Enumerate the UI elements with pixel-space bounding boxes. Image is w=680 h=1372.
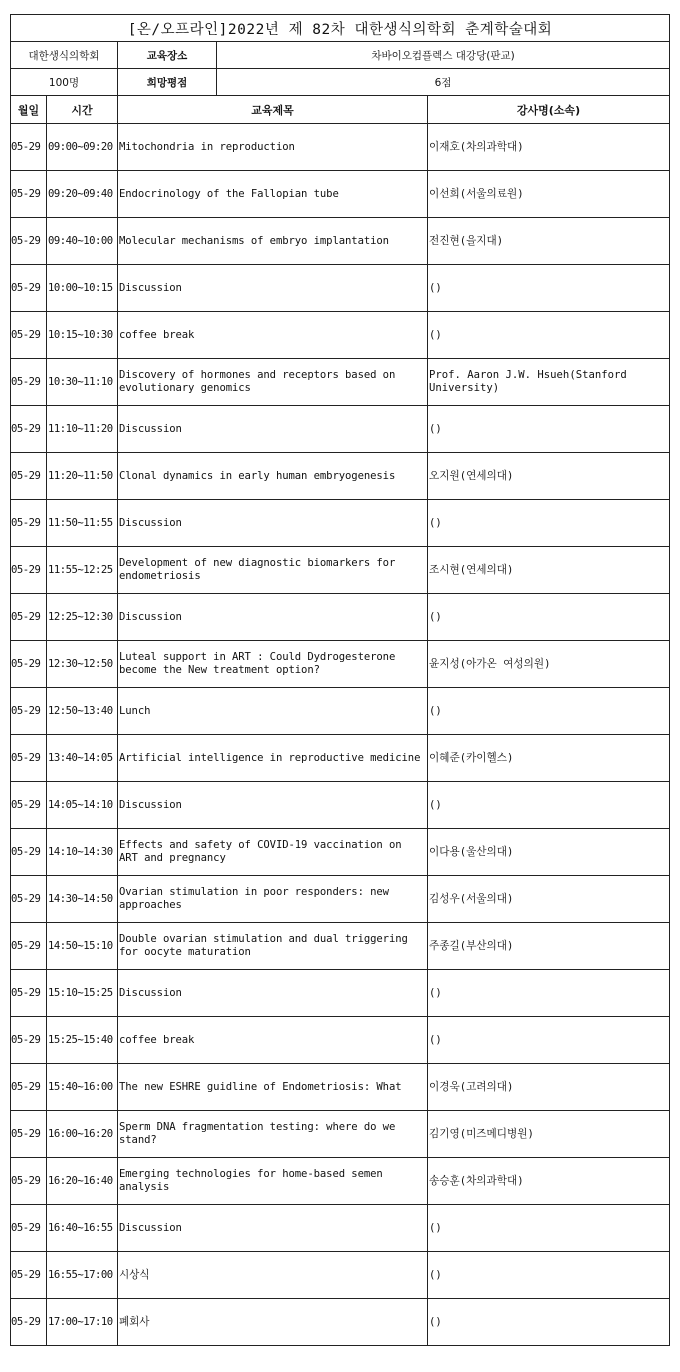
row-time: 09:40~10:00: [47, 218, 118, 265]
header-speaker: 강사명(소속): [428, 96, 670, 124]
header-topic: 교육제목: [118, 96, 428, 124]
row-speaker: (): [428, 782, 670, 829]
venue-value: 차바이오컴플렉스 대강당(판교): [217, 42, 670, 69]
row-time: 14:10~14:30: [47, 829, 118, 876]
table-row: [11, 1017, 670, 1064]
row-date: 05-29: [11, 923, 47, 970]
row-topic: Luteal support in ART : Could Dydrogesterone become the New treatment option?: [118, 641, 428, 688]
row-time: 14:30~14:50: [47, 876, 118, 923]
row-topic: Molecular mechanisms of embryo implantation: [118, 218, 428, 265]
row-topic: Development of new diagnostic biomarkers for endometriosis: [118, 547, 428, 594]
row-date: 05-29: [11, 171, 47, 218]
row-topic: 시상식: [118, 1252, 428, 1299]
row-date: 05-29: [11, 312, 47, 359]
row-date: 05-29: [11, 735, 47, 782]
row-speaker: 김성우(서울의대): [428, 876, 670, 923]
points-label: 희망평점: [118, 69, 217, 96]
row-date: 05-29: [11, 406, 47, 453]
table-row: [11, 500, 670, 547]
row-time: 16:20~16:40: [47, 1158, 118, 1205]
row-speaker: (): [428, 1205, 670, 1252]
row-speaker: 조시현(연세의대): [428, 547, 670, 594]
table-row: [11, 641, 670, 688]
row-topic: Emerging technologies for home-based semen analysis: [118, 1158, 428, 1205]
row-date: 05-29: [11, 1064, 47, 1111]
table-row: [11, 1299, 670, 1346]
row-speaker: 이다용(울산의대): [428, 829, 670, 876]
row-date: 05-29: [11, 782, 47, 829]
row-date: 05-29: [11, 547, 47, 594]
row-topic: Artificial intelligence in reproductive medicine: [118, 735, 428, 782]
row-time: 11:20~11:50: [47, 453, 118, 500]
row-time: 12:30~12:50: [47, 641, 118, 688]
table-row: [11, 1064, 670, 1111]
row-speaker: (): [428, 500, 670, 547]
row-speaker: (): [428, 1299, 670, 1346]
table-row: [11, 453, 670, 500]
table-row: [11, 782, 670, 829]
row-topic: Effects and safety of COVID-19 vaccination on ART and pregnancy: [118, 829, 428, 876]
row-date: 05-29: [11, 876, 47, 923]
schedule-table: [10, 14, 670, 1346]
row-topic: Discussion: [118, 1205, 428, 1252]
row-topic: coffee break: [118, 1017, 428, 1064]
row-date: 05-29: [11, 124, 47, 171]
table-row: [11, 312, 670, 359]
row-time: 16:55~17:00: [47, 1252, 118, 1299]
header-date: 월일: [11, 96, 47, 124]
row-speaker: 오지원(연세의대): [428, 453, 670, 500]
table-row: [11, 124, 670, 171]
row-speaker: 주종길(부산의대): [428, 923, 670, 970]
row-time: 10:30~11:10: [47, 359, 118, 406]
row-date: 05-29: [11, 688, 47, 735]
row-date: 05-29: [11, 265, 47, 312]
venue-label: 교육장소: [118, 42, 217, 69]
row-time: 10:15~10:30: [47, 312, 118, 359]
row-topic: Discovery of hormones and receptors based on evolutionary genomics: [118, 359, 428, 406]
row-speaker: (): [428, 1017, 670, 1064]
row-topic: Discussion: [118, 500, 428, 547]
table-row: [11, 547, 670, 594]
table-row: [11, 171, 670, 218]
table-row: [11, 970, 670, 1017]
organizer-value: 대한생식의학회: [11, 42, 118, 69]
row-date: 05-29: [11, 970, 47, 1017]
row-speaker: (): [428, 265, 670, 312]
row-time: 10:00~10:15: [47, 265, 118, 312]
row-topic: Mitochondria in reproduction: [118, 124, 428, 171]
row-date: 05-29: [11, 1252, 47, 1299]
row-speaker: 윤지성(아가온 여성의원): [428, 641, 670, 688]
table-row: [11, 735, 670, 782]
row-topic: 폐회사: [118, 1299, 428, 1346]
row-date: 05-29: [11, 1158, 47, 1205]
info-row-points: [11, 69, 670, 96]
row-time: 09:20~09:40: [47, 171, 118, 218]
row-topic: Discussion: [118, 406, 428, 453]
row-date: 05-29: [11, 218, 47, 265]
row-date: 05-29: [11, 1205, 47, 1252]
row-time: 14:05~14:10: [47, 782, 118, 829]
row-time: 17:00~17:10: [47, 1299, 118, 1346]
row-date: 05-29: [11, 641, 47, 688]
row-topic: Ovarian stimulation in poor responders: new approaches: [118, 876, 428, 923]
row-time: 15:40~16:00: [47, 1064, 118, 1111]
table-row: [11, 1252, 670, 1299]
row-speaker: Prof. Aaron J.W. Hsueh(Stanford University): [428, 359, 670, 406]
row-topic: The new ESHRE guidline of Endometriosis: What: [118, 1064, 428, 1111]
row-speaker: 김기영(미즈메디병원): [428, 1111, 670, 1158]
capacity-value: 100명: [11, 69, 118, 96]
row-time: 11:50~11:55: [47, 500, 118, 547]
table-row: [11, 1205, 670, 1252]
table-row: [11, 359, 670, 406]
row-time: 12:25~12:30: [47, 594, 118, 641]
points-value: 6점: [217, 69, 670, 96]
table-row: [11, 218, 670, 265]
row-speaker: (): [428, 688, 670, 735]
header-time: 시간: [47, 96, 118, 124]
row-time: 09:00~09:20: [47, 124, 118, 171]
row-speaker: 전진현(을지대): [428, 218, 670, 265]
row-date: 05-29: [11, 359, 47, 406]
row-topic: Discussion: [118, 265, 428, 312]
row-date: 05-29: [11, 1111, 47, 1158]
row-topic: Discussion: [118, 594, 428, 641]
info-row-venue: [11, 42, 670, 69]
row-date: 05-29: [11, 829, 47, 876]
row-time: 16:40~16:55: [47, 1205, 118, 1252]
row-time: 11:10~11:20: [47, 406, 118, 453]
column-header-row: [11, 96, 670, 124]
table-row: [11, 876, 670, 923]
row-time: 13:40~14:05: [47, 735, 118, 782]
row-time: 15:10~15:25: [47, 970, 118, 1017]
row-time: 14:50~15:10: [47, 923, 118, 970]
row-topic: Lunch: [118, 688, 428, 735]
row-speaker: 이선희(서울의료원): [428, 171, 670, 218]
row-date: 05-29: [11, 594, 47, 641]
row-speaker: (): [428, 406, 670, 453]
table-row: [11, 829, 670, 876]
table-row: [11, 594, 670, 641]
row-time: 15:25~15:40: [47, 1017, 118, 1064]
table-row: [11, 265, 670, 312]
row-speaker: 이경욱(고려의대): [428, 1064, 670, 1111]
row-topic: coffee break: [118, 312, 428, 359]
table-row: [11, 1158, 670, 1205]
row-topic: Sperm DNA fragmentation testing: where do we stand?: [118, 1111, 428, 1158]
row-speaker: 이혜준(카이헬스): [428, 735, 670, 782]
row-topic: Double ovarian stimulation and dual triggering for oocyte maturation: [118, 923, 428, 970]
row-date: 05-29: [11, 1017, 47, 1064]
schedule-document: [10, 14, 669, 1346]
row-speaker: (): [428, 1252, 670, 1299]
row-topic: Discussion: [118, 970, 428, 1017]
row-topic: Clonal dynamics in early human embryogenesis: [118, 453, 428, 500]
row-date: 05-29: [11, 453, 47, 500]
table-row: [11, 923, 670, 970]
table-row: [11, 1111, 670, 1158]
row-time: 12:50~13:40: [47, 688, 118, 735]
title-row: [11, 15, 670, 42]
row-topic: Endocrinology of the Fallopian tube: [118, 171, 428, 218]
row-speaker: (): [428, 594, 670, 641]
table-row: [11, 688, 670, 735]
table-row: [11, 406, 670, 453]
row-speaker: (): [428, 970, 670, 1017]
row-speaker: 송승훈(차의과학대): [428, 1158, 670, 1205]
row-speaker: (): [428, 312, 670, 359]
row-time: 11:55~12:25: [47, 547, 118, 594]
row-time: 16:00~16:20: [47, 1111, 118, 1158]
row-date: 05-29: [11, 500, 47, 547]
row-topic: Discussion: [118, 782, 428, 829]
row-speaker: 이재호(차의과학대): [428, 124, 670, 171]
document-title: [온/오프라인]2022년 제 82차 대한생식의학회 춘계학술대회: [11, 15, 670, 42]
row-date: 05-29: [11, 1299, 47, 1346]
